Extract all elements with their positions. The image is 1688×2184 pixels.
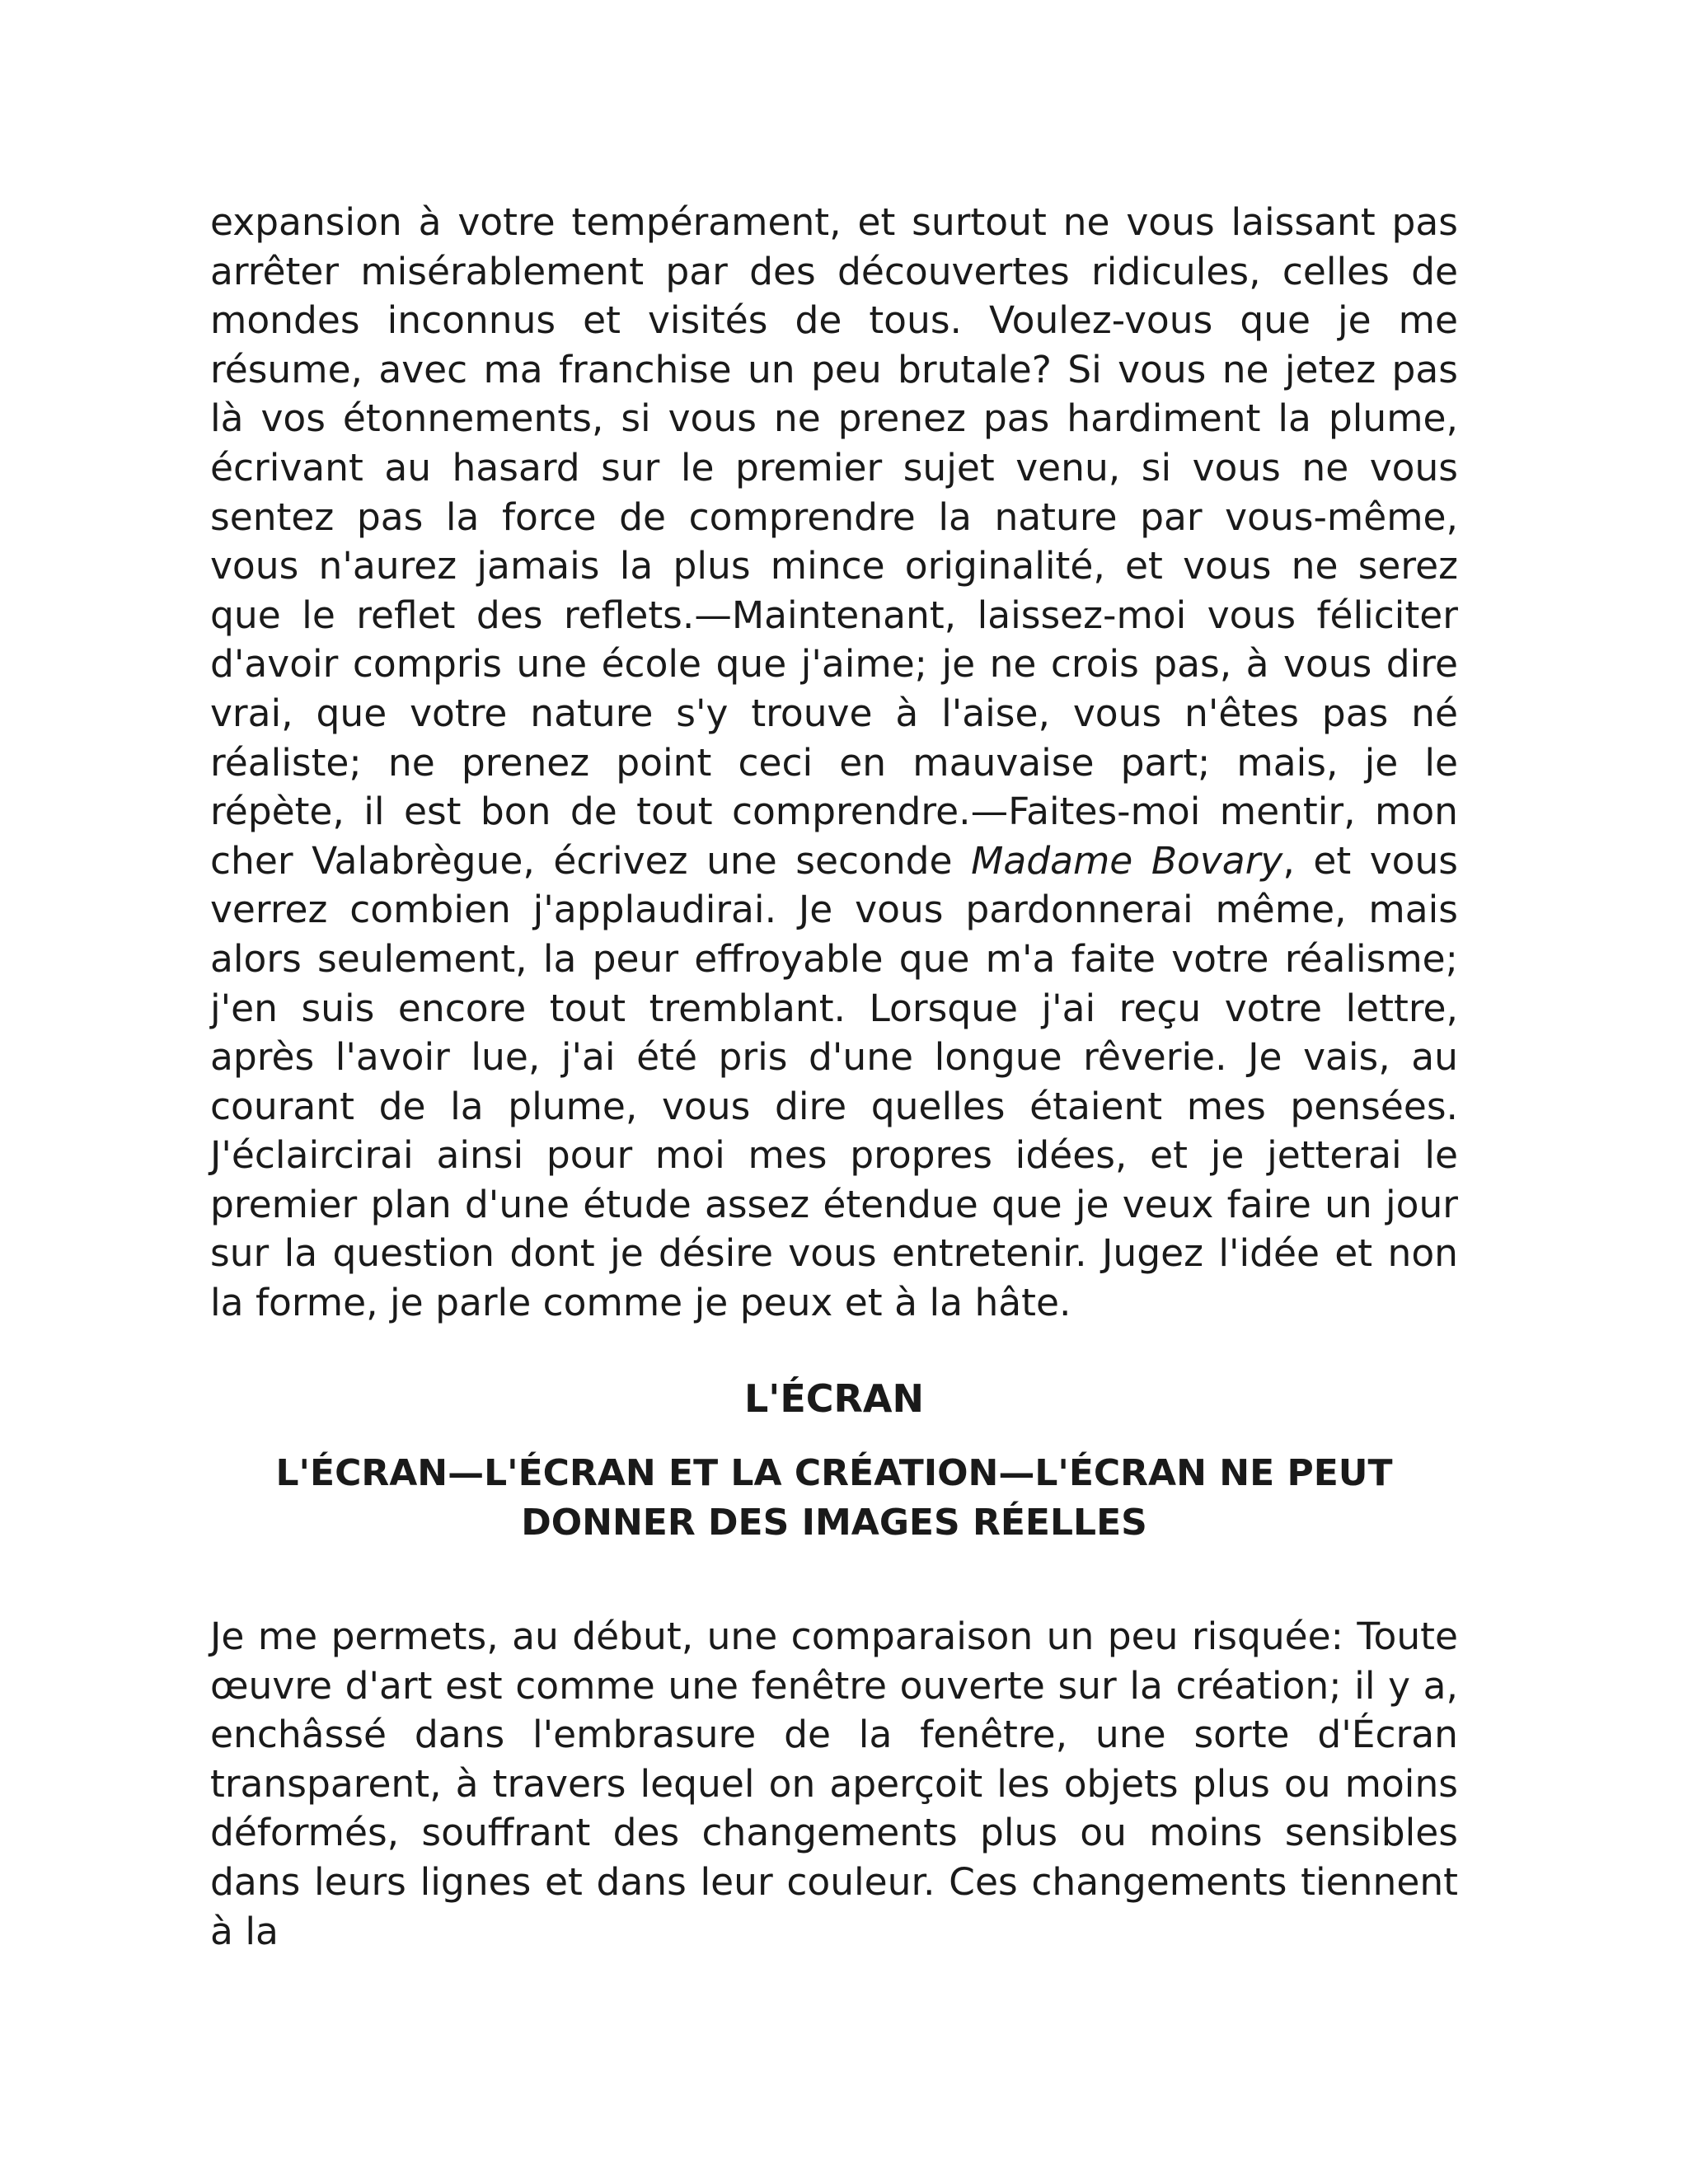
section-heading: L'ÉCRAN [743,1376,925,1421]
body-paragraph-1 [210,198,1458,1328]
paragraph-1-text-end: , et vous verrez combien j'applaudirai. Je vous pardonnerai même, mais alors seulement, la peur effroyable que m'a faite votre réalisme; j'en suis encore tout tremblant. Lorsque j'ai reçu votre lettre, après l'avoir lue, j'ai été pris d'une longue rêverie. Je vais, au courant de la plume, vous dire quelles étaient mes pensées. J'éclaircirai ainsi pour moi mes propres idées, et je jetterai le premier plan d'une étude assez étendue que je veux faire un jour sur la question dont je désire vous entretenir. Jugez l'idée et non la forme, je parle comme je peux et à la hâte. [210,838,1458,1325]
book-title-italic: Madame Bovary [971,838,1283,883]
body-paragraph-2: Je me permets, au début, une comparaison un peu risquée: Toute œuvre d'art est comme une fenêtre ouverte sur la création; il y a, enchâssé dans l'embrasure de la fenêtre, une sorte d'Écran transparent, à travers lequel on aperçoit les objets plus ou moins déformés, souffrant des changements plus ou moins sensibles dans leurs lignes et dans leur couleur. Ces changements tiennent à la [210,1615,1458,1953]
section-subheading: L'ÉCRAN—L'ÉCRAN ET LA CRÉATION—L'ÉCRAN NE PEUT DONNER DES IMAGES RÉELLES [275,1452,1393,1544]
paragraph-1-text-start: expansion à votre tempérament, et surtout ne vous laissant pas arrêter misérablement par des découvertes ridicules, celles de mondes inconnus et visités de tous. Voulez-vous que je me résume, avec ma franchise un peu brutale? Si vous ne jetez pas là vos étonnements, si vous ne prenez pas hardiment la plume, écrivant au hasard sur le premier sujet venu, si vous ne vous sentez pas la force de comprendre la nature par vous-même, vous n'aurez jamais la plus mince originalité, et vous ne serez que le reflet des reflets.—Maintenant, laissez-moi vous féliciter d'avoir compris une école que j'aime; je ne crois pas, à vous dire vrai, que votre nature s'y trouve à l'aise, vous n'êtes pas né réaliste; ne prenez point ceci en mauvaise part; mais, je le répète, il est bon de tout comprendre.—Faites-moi mentir, mon cher Valabrègue, écrivez une seconde [210,200,1458,883]
